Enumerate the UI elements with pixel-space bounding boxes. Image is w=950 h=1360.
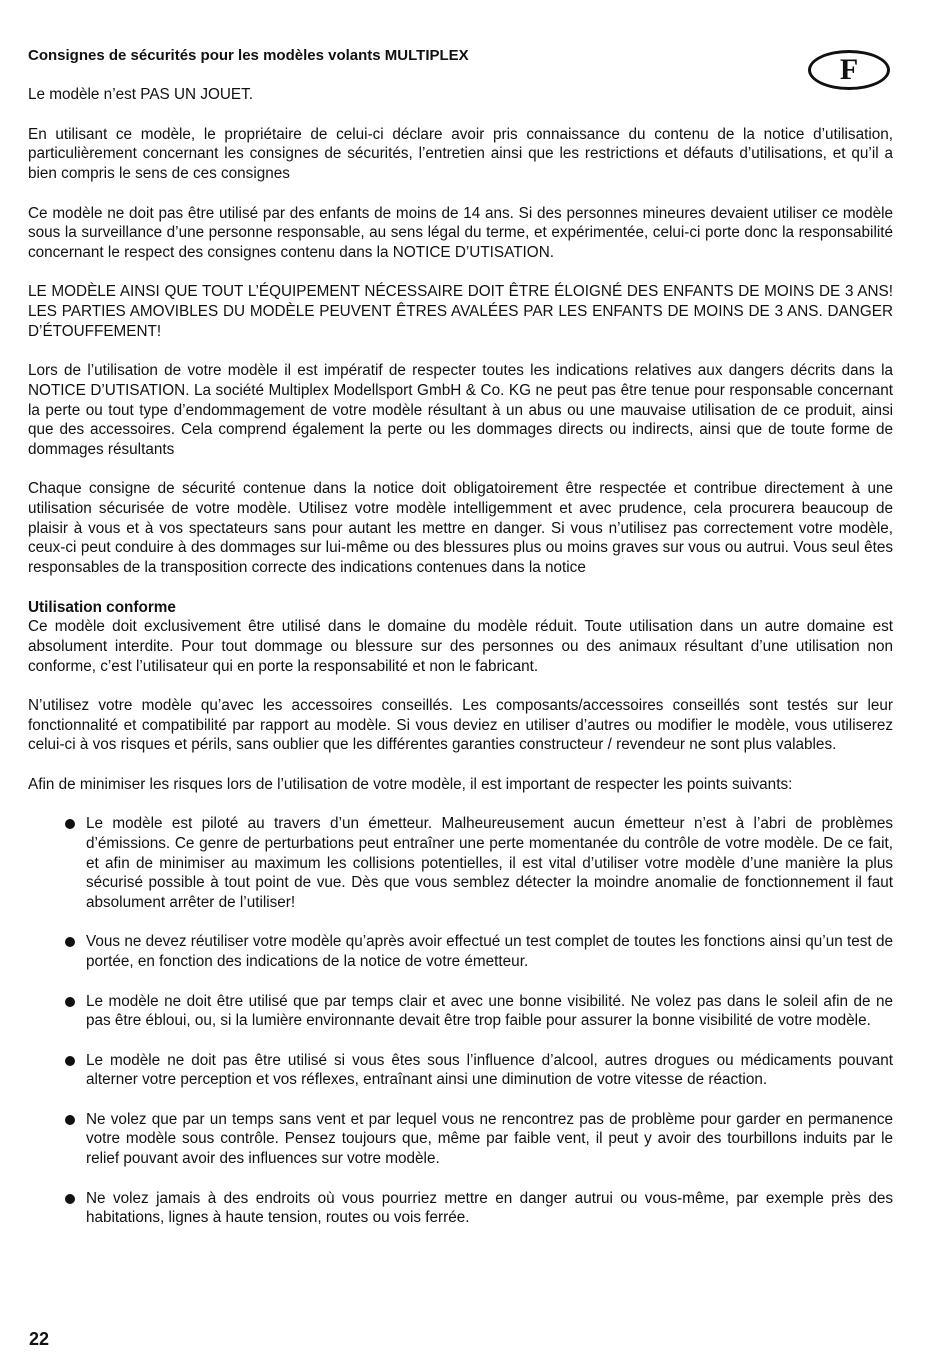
bullet-icon — [65, 1115, 75, 1125]
paragraph: LE MODÈLE AINSI QUE TOUT L’ÉQUIPEMENT NÉCESSAIRE DOIT ÊTRE ÉLOIGNÉ DES ENFANTS DE MOINS DE 3 ANS! LES PARTIES AMOVIBLES DU MODÈLE PEUVENT ÊTRES AVALÉES PAR LES ENFANTS DE MOINS DE 3 ANS. DANGER D’ÉTOUFFEMENT! — [28, 283, 893, 340]
paragraph: Ce modèle doit exclusivement être utilisé dans le domaine du modèle réduit. Toute utilisation dans un autre domaine est absolument interdite. Pour tout dommage ou blessure sur des personnes ou des animaux résultant d’une utilisation non conforme, c’est l’utilisateur qui en porte la responsabilité et non le fabricant. — [28, 618, 893, 675]
document-body — [28, 46, 893, 1248]
paragraph: En utilisant ce modèle, le propriétaire de celui-ci déclare avoir pris connaissance du contenu de la notice d’utilisation, particulièrement concernant les consignes de sécurités, l’entretien ainsi que les restrictions et défauts d’utilisations, et qu’il a bien compris le sens de ces consignes — [28, 125, 893, 183]
list-item — [28, 1110, 893, 1169]
list-item-text: Le modèle ne doit être utilisé que par temps clair et avec une bonne visibilité. Ne volez pas dans le soleil afin de ne pas être ébloui, ou, si la lumière environnante devait être trop faible pour assurer la bonne visibilité de votre modèle. — [86, 992, 893, 1030]
bullet-icon — [65, 1056, 75, 1066]
list-item — [28, 1189, 893, 1228]
paragraph: N’utilisez votre modèle qu’avec les accessoires conseillés. Les composants/accessoires conseillés sont testés sur leur fonctionnalité et compatibilité par rapport au modèle. Si vous deviez en utiliser d’autres ou modifier le modèle, vous utiliserez celui-ci à vos risques et périls, sans oublier que les différentes garanties constructeur / revendeur ne sont plus valables. — [28, 697, 893, 754]
list-item-text: Ne volez jamais à des endroits où vous pourriez mettre en danger autrui ou vous-même, par exemple près des habitations, lignes à haute tension, routes ou vois ferrée. — [86, 1189, 893, 1227]
list-item — [28, 1051, 893, 1090]
paragraph: Ce modèle ne doit pas être utilisé par des enfants de moins de 14 ans. Si des personnes mineures devaient utiliser ce modèle sous la surveillance d’une personne responsable, au sens légal du terme, et expérimentée, celui-ci porte donc la responsabilité concernant le respect des consignes contenu dans la NOTICE D’UTISATION. — [28, 204, 893, 261]
bullet-icon — [65, 937, 75, 947]
bullet-icon — [65, 997, 75, 1007]
list-item-text: Vous ne devez réutiliser votre modèle qu’après avoir effectué un test complet de toutes les fonctions ainsi qu’un test de portée, en fonction des indications de la notice de votre émetteur. — [86, 933, 893, 971]
page-number: 22 — [29, 1329, 50, 1349]
safety-bullet-list — [28, 814, 893, 1228]
list-item-text: Le modèle est piloté au travers d’un émetteur. Malheureusement aucun émetteur n’est à l’abri de problèmes d’émissions. Ce genre de perturbations peut entraîner une perte momentanée du contrôle de votre modèle. De ce fait, et afin de minimiser au maximum les collisions potentielles, il est vital d’utiliser votre modèle d’une manière la plus sécurisé possible à tout point de vue. Dès que vous semblez détecter la moindre anomalie de fonctionnement il faut absolument arrêter de l’utiliser! — [86, 815, 893, 912]
bullet-icon — [65, 1194, 75, 1204]
section-heading: Utilisation conforme — [28, 598, 176, 616]
document-title: Consignes de sécurités pour les modèles volants MULTIPLEX — [28, 47, 469, 64]
bullet-icon — [65, 819, 75, 829]
paragraph: Chaque consigne de sécurité contenue dans la notice doit obligatoirement être respectée et contribue directement à une utilisation sécurisée de votre modèle. Utilisez votre modèle intelligemment et avec prudence, cela procurera beaucoup de plaisir à vous et à vos spectateurs sans pour autant les mettre en danger. Si vous n’utilisez pas correctement votre modèle, ceux-ci peut conduire à des dommages sur lui-même ou des blessures plus ou moins graves sur vous ou autrui. Vous seul êtes responsables de la transposition correcte des indications contenues dans la notice — [28, 480, 893, 577]
paragraph: Le modèle n’est PAS UN JOUET. — [28, 86, 254, 104]
list-item — [28, 932, 893, 971]
list-item — [28, 814, 893, 913]
paragraph: Afin de minimiser les risques lors de l’utilisation de votre modèle, il est important de respecter les points suivants: — [28, 775, 793, 793]
list-item — [28, 992, 893, 1031]
paragraph: Lors de l’utilisation de votre modèle il est impératif de respecter toutes les indications relatives aux dangers décrits dans la NOTICE D’UTISATION. La société Multiplex Modellsport GmbH & Co. KG ne peut pas être tenue pour responsable concernant la perte ou tout type d’endommagement de votre modèle résultant à un abus ou une mauvaise utilisation de ce produit, ainsi que des accessoires. Cela comprend également la perte ou les dommages directs ou indirects, ainsi que de toute forme de dommages résultants — [28, 362, 893, 458]
list-item-text: Le modèle ne doit pas être utilisé si vous êtes sous l’influence d’alcool, autres drogues ou médicaments pouvant alterner votre perception et vos réflexes, entraînant ainsi une diminution de votre vitesse de réaction. — [86, 1051, 893, 1089]
language-badge: F — [808, 50, 890, 90]
list-item-text: Ne volez que par un temps sans vent et par lequel vous ne rencontrez pas de problème pour garder en permanence votre modèle sous contrôle. Pensez toujours que, même par faible vent, il peut y avoir des tourbillons induits par le relief pouvant avoir des influences sur votre modèle. — [86, 1110, 893, 1168]
